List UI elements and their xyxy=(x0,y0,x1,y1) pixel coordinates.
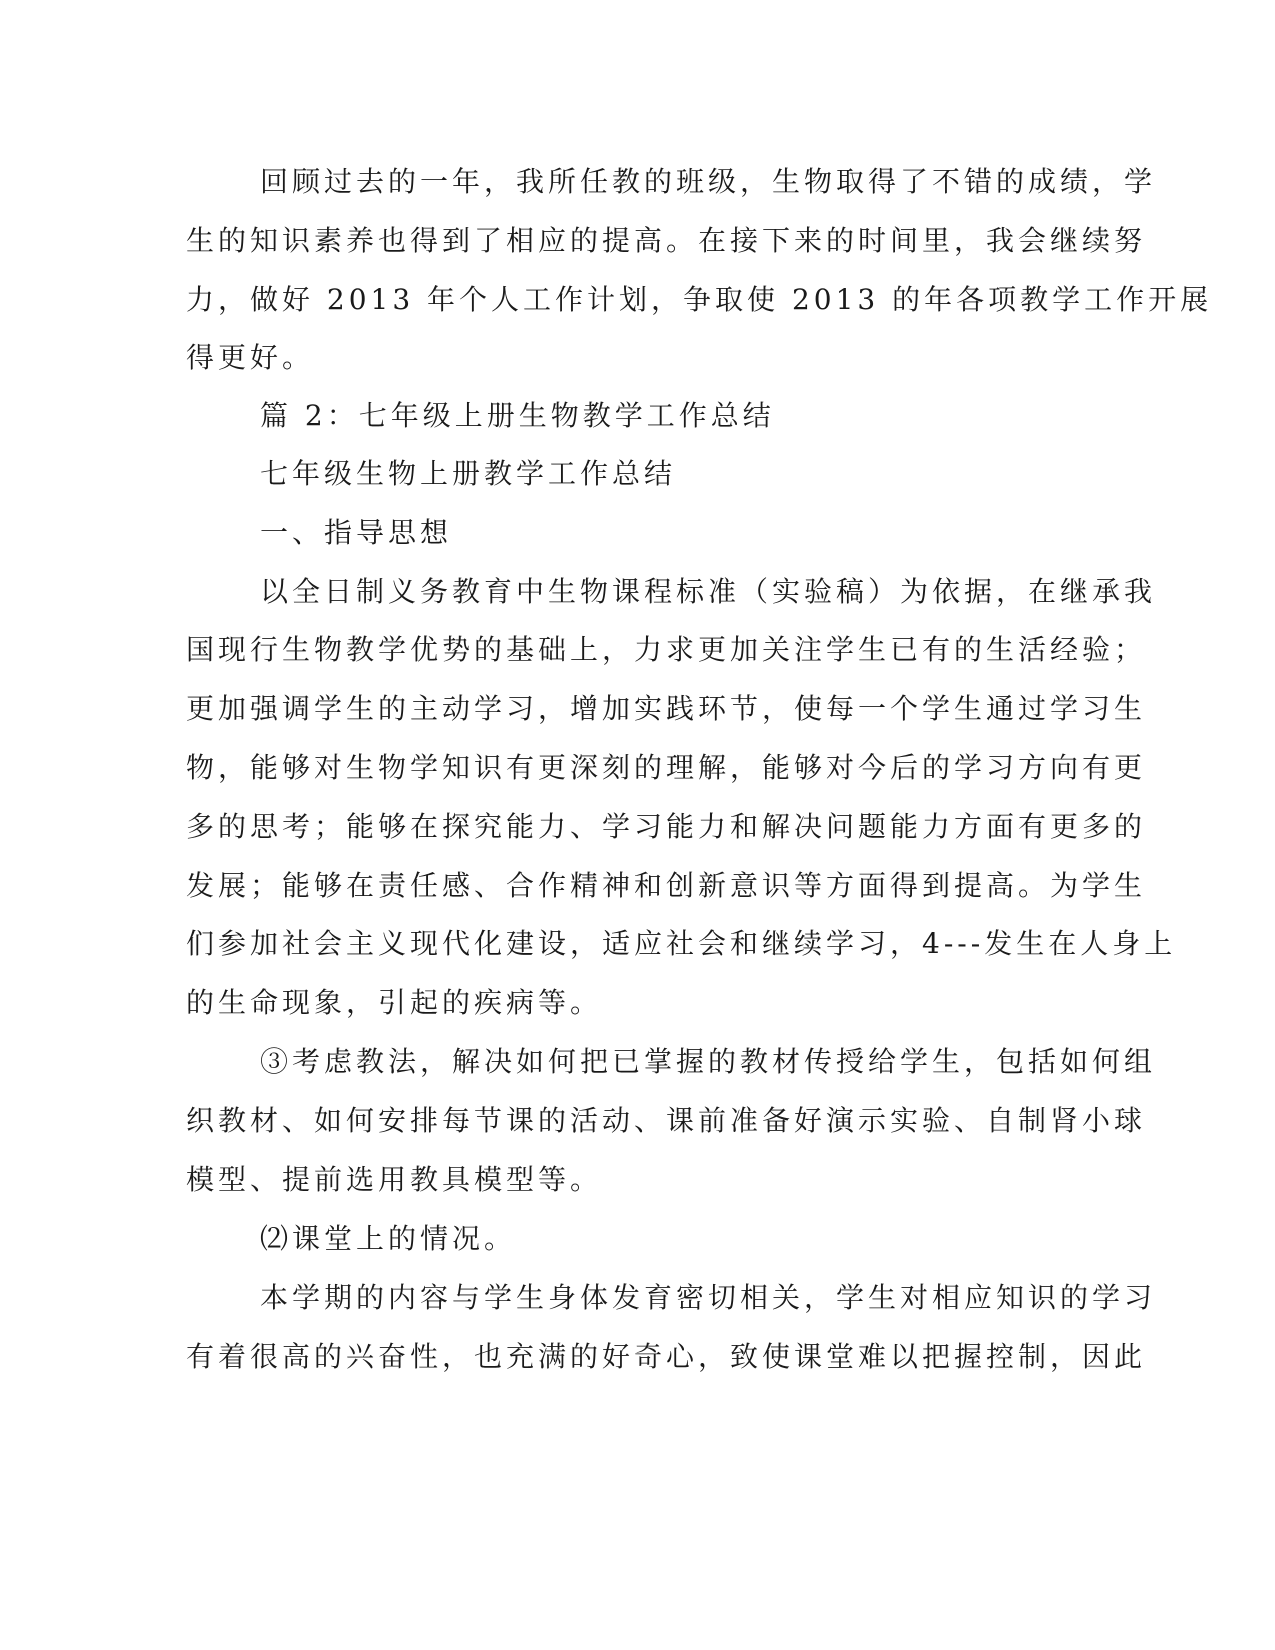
text-line-16: ③考虑教法，解决如何把已掌握的教材传授给学生，包括如何组 xyxy=(260,1045,1157,1078)
text-line-15: 的生命现象，引起的疾病等。 xyxy=(186,986,603,1019)
text-line-14: 们参加社会主义现代化建设，适应社会和继续学习，4---发生在人身上 xyxy=(186,927,1177,960)
text-line-21: 有着很高的兴奋性，也充满的好奇心，致使课堂难以把握控制，因此 xyxy=(186,1340,1147,1373)
text-line-19: ⑵课堂上的情况。 xyxy=(260,1222,517,1255)
text-line-3: 力，做好 2013 年个人工作计划，争取使 2013 的年各项教学工作开展 xyxy=(186,283,1213,316)
text-line-20: 本学期的内容与学生身体发育密切相关，学生对相应知识的学习 xyxy=(260,1281,1157,1314)
text-line-11: 物，能够对生物学知识有更深刻的理解，能够对今后的学习方向有更 xyxy=(186,751,1147,784)
subsection-heading: 一、指导思想 xyxy=(260,516,453,549)
text-line-2: 生的知识素养也得到了相应的提高。在接下来的时间里，我会继续努 xyxy=(186,224,1147,257)
text-line-9: 国现行生物教学优势的基础上，力求更加关注学生已有的生活经验； xyxy=(186,633,1147,666)
text-line-1: 回顾过去的一年，我所任教的班级，生物取得了不错的成绩，学 xyxy=(260,165,1157,198)
text-line-10: 更加强调学生的主动学习，增加实践环节，使每一个学生通过学习生 xyxy=(186,692,1147,725)
text-line-17: 织教材、如何安排每节课的活动、课前准备好演示实验、自制肾小球 xyxy=(186,1104,1147,1137)
text-line-12: 多的思考；能够在探究能力、学习能力和解决问题能力方面有更多的 xyxy=(186,810,1147,843)
section-heading: 篇 2：七年级上册生物教学工作总结 xyxy=(260,399,775,432)
text-line-13: 发展；能够在责任感、合作精神和创新意识等方面得到提高。为学生 xyxy=(186,869,1147,902)
text-line-18: 模型、提前选用教具模型等。 xyxy=(186,1163,603,1196)
document-title: 七年级生物上册教学工作总结 xyxy=(260,457,677,490)
text-line-4: 得更好。 xyxy=(186,341,315,374)
text-line-8: 以全日制义务教育中生物课程标准（实验稿）为依据，在继承我 xyxy=(260,575,1157,608)
